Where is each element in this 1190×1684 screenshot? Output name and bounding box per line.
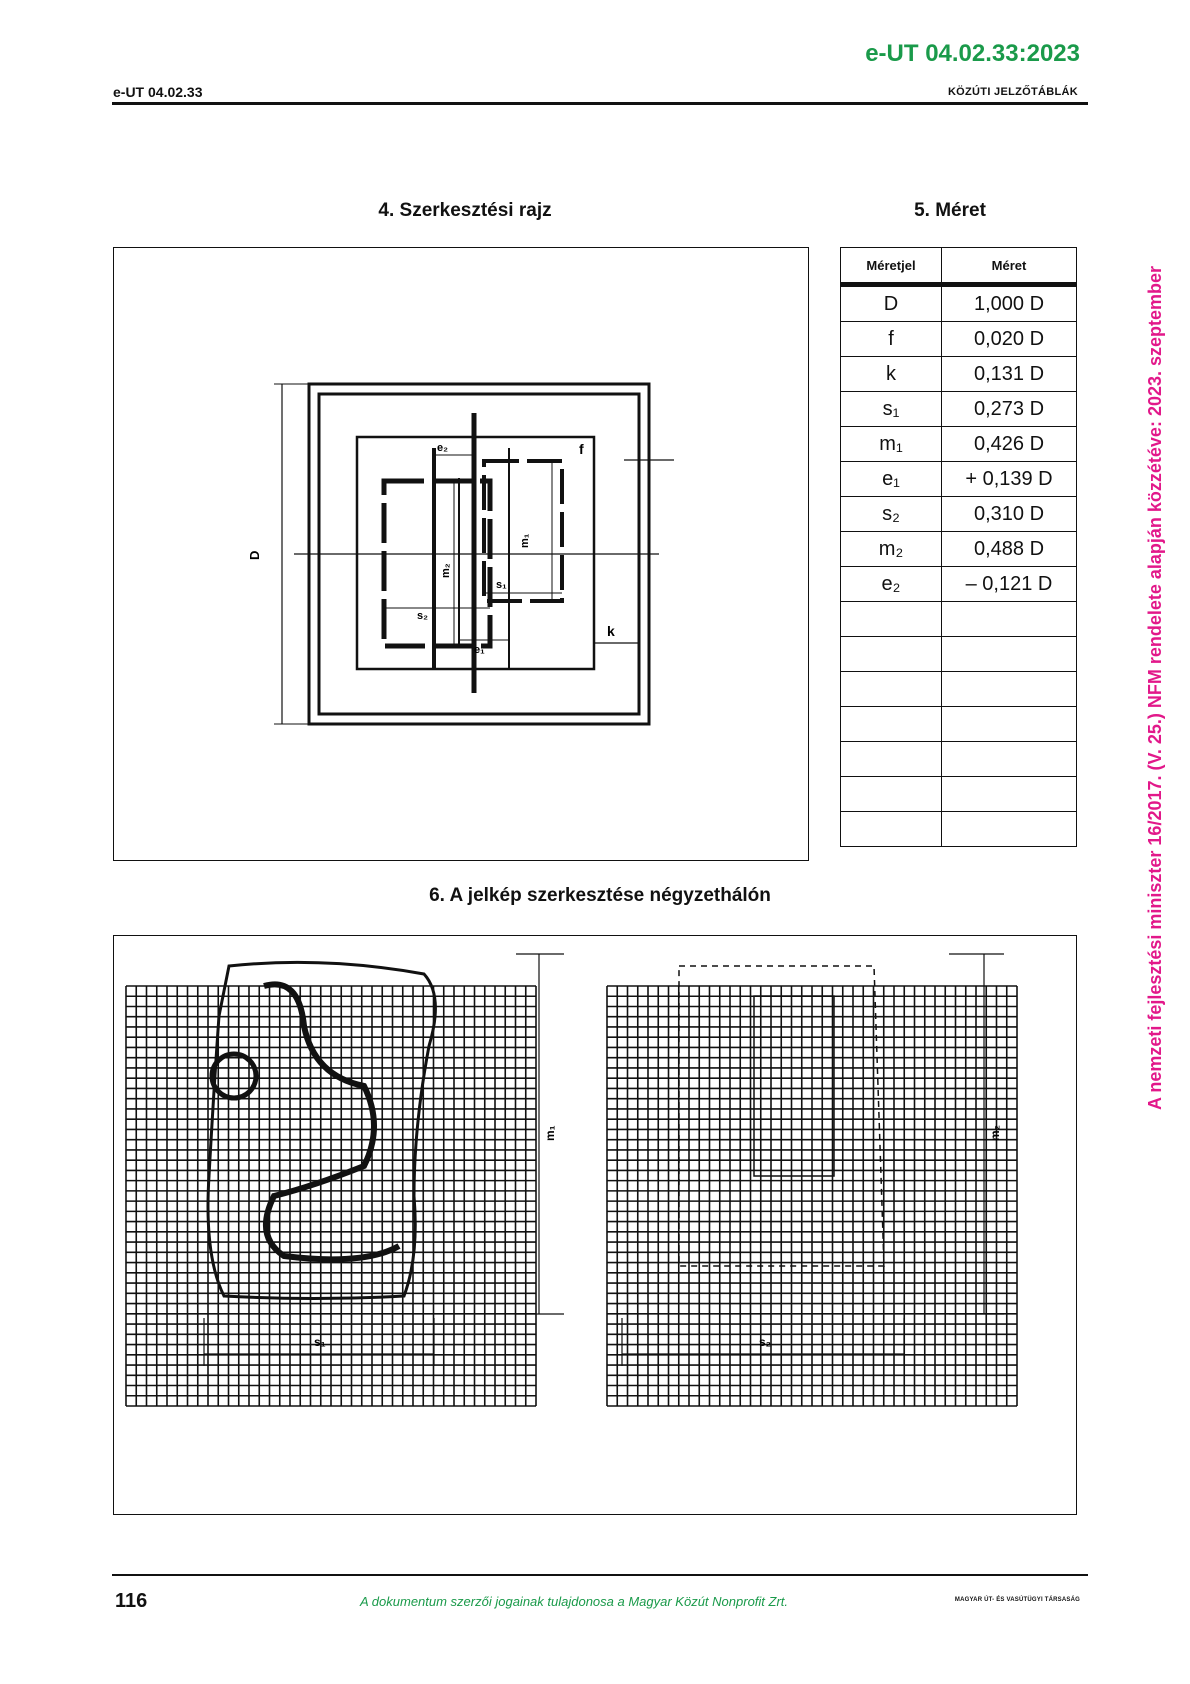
table-row [841,742,1077,777]
cell-value: 1,000 D [942,285,1077,322]
grid-construction [114,936,1076,1514]
cell-value [942,602,1077,637]
table-row [841,392,1077,427]
cell-symbol [841,777,942,812]
grid-dim-s2: s₂ [759,1335,772,1349]
cell-value: – 0,121 D [942,567,1077,602]
document-code: e-UT 04.02.33:2023 [865,40,1080,67]
table-row [841,462,1077,497]
cell-symbol: e₂ [841,567,942,602]
cell-symbol: e₁ [841,462,942,497]
footer-rule [112,1574,1088,1576]
cell-value [942,777,1077,812]
cell-value [942,672,1077,707]
table-row [841,637,1077,672]
cell-symbol: D [841,285,942,322]
header-rule [112,102,1088,105]
table-row [841,532,1077,567]
grid-construction-frame [113,935,1077,1515]
copyright-notice: A dokumentum szerzői jogainak tulajdonosa a Magyar Közút Nonprofit Zrt. [360,1594,789,1609]
table-row [841,567,1077,602]
cell-value: + 0,139 D [942,462,1077,497]
table-row [841,812,1077,847]
dim-m2: m₂ [440,563,452,578]
cell-symbol [841,742,942,777]
cell-value [942,812,1077,847]
col-header-symbol: Méretjel [841,248,942,285]
table-row [841,777,1077,812]
grid-dim-s1: s₁ [314,1335,326,1349]
section-6-title: 6. A jelkép szerkesztése négyzethálón [429,885,771,906]
table-row [841,602,1077,637]
table-row [841,497,1077,532]
cell-symbol [841,707,942,742]
table-row [841,322,1077,357]
grid-left [126,986,536,1406]
dim-e2: e₂ [437,442,449,454]
cell-value: 0,020 D [942,322,1077,357]
table-header-row [841,248,1077,285]
dim-D: D [247,550,262,560]
cell-value: 0,131 D [942,357,1077,392]
cell-symbol [841,637,942,672]
cell-value [942,637,1077,672]
dim-s2: s₂ [417,610,429,622]
header-right: KÖZÚTI JELZŐTÁBLÁK [947,86,1078,98]
cell-value [942,742,1077,777]
cell-value [942,707,1077,742]
dim-e1: e₁ [474,644,485,656]
cell-symbol: s₂ [841,497,942,532]
publication-watermark: A nemzeti fejlesztési miniszter 16/2017. (V. 25.) NFM rendelete alapján közzétéve: 2023. szeptember [1145,265,1165,1110]
cell-symbol: m₂ [841,532,942,567]
section-4-title: 4. Szerkesztési rajz [378,200,552,221]
table-row [841,427,1077,462]
cell-symbol: m₁ [841,427,942,462]
construction-drawing [114,248,808,860]
cell-symbol: k [841,357,942,392]
table-row [841,357,1077,392]
cell-value: 0,426 D [942,427,1077,462]
cell-symbol [841,602,942,637]
cell-value: 0,310 D [942,497,1077,532]
grid-dim-m2: m₂ [988,1124,1002,1141]
cell-symbol [841,672,942,707]
table-row [841,672,1077,707]
table-row [841,285,1077,322]
cell-value: 0,488 D [942,532,1077,567]
dim-f: f [579,441,584,457]
society-logo-text: MAGYAR ÚT- ÉS VASÚTÜGYI TÁRSASÁG [954,1597,1080,1603]
section-5-title: 5. Méret [914,200,986,221]
cell-symbol [841,812,942,847]
cell-symbol: s₁ [841,392,942,427]
dimensions-table [840,247,1077,847]
dim-m1: m₁ [519,533,531,548]
dim-s1: s₁ [496,579,507,591]
cell-value: 0,273 D [942,392,1077,427]
construction-drawing-frame [113,247,809,861]
header-left: e-UT 04.02.33 [113,84,203,100]
dim-k: k [607,623,615,639]
grid-dim-m1: m₁ [543,1125,557,1141]
page-number: 116 [115,1590,148,1612]
col-header-value: Méret [942,248,1077,285]
table-row [841,707,1077,742]
grid-right [607,986,1017,1406]
cell-symbol: f [841,322,942,357]
